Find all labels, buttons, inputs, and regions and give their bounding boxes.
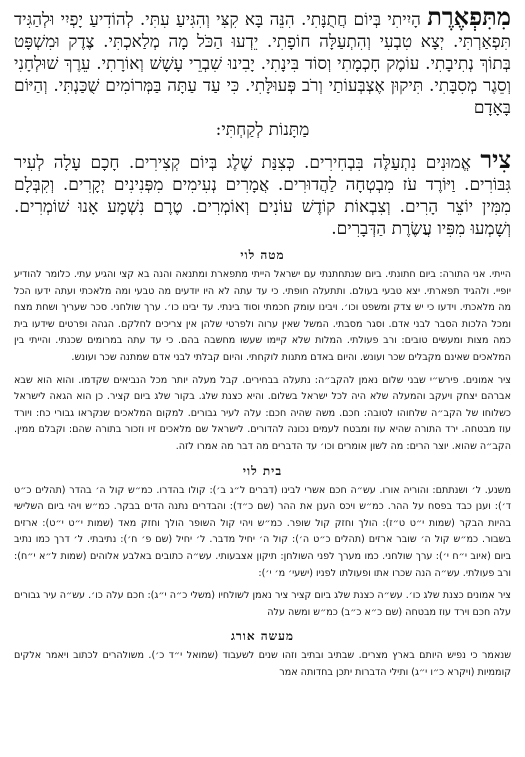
poem-line: הַכֹּל מָה מְלַאכְתִּי. צֶדֶק וּמִשְׁפָּט בְּתוֹךְ נְתִיבָתִי. עוֹמֶק חָכְמָתִי וְסוֹד: [14, 32, 511, 74]
commentary-paragraph: ציר אמונים. פירש״י שבני שלום נאמן להקב״ה: נתעלה בבחירים. קבל מעלה יותר מכל הנביאים שקדמו. והוא הוא שבא אברהם יצחק ויעקב והמעלה שלא היה לכל ישראל בשלום. והיא כצנת שלג. בקור שלג ביום קציר. כן הוא הגאה לישראל כשלוחו של הקב״ה שלחוהו לטובה: חכם. משה שהיה חכם: עלה לעיר גבורים. למקום המלאכים שנקראו גבורי כח: ויורד עוז מבטחה. ירד התורה שהיא עוז ומבטח לעמים נכונה להדורים. לישראל שם מלאכים זיו וזכור בתורה שהם: וקבלם ממין. הקב״ה שהוא. יוצר הרים: מה לשון אומרים וכו׳ עד הדברים מה דבר מה אמרו לזה.: [14, 374, 511, 452]
section-heading: בית לוי: [242, 463, 283, 478]
poem-line: לְעִיר גִּבּוֹרִים. וַיּוֹרֶד עֹז מִבְטְחָה לַהֲדוּרִים. אֲמָרִים נְעִימִים: [14, 153, 512, 195]
poem-lead-word: צִיר: [480, 145, 512, 174]
poem-line: הָיִיתִי בְּיוֹם חֲתֻנָּתִי. הִנֵּה בָּא קִצִּי וְהִגִּיעַ עִתִּי. לְהוֹדִיעַ: [89, 10, 421, 30]
poem-stanza-2: [14, 145, 512, 240]
poem-line: מִפְּנִינִים יְקָרִים. וְקִבְּלָם מִמִּין יוֹצֵר הָרִים. וְצִבְאוֹת קוֹדֶשׁ עוֹנִים: [14, 175, 512, 217]
poem-line: אֶצְבְּעוֹתַי וְרֹב פְּעוּלָּתִי. כִּי עַד עַתָּה בַּמְּרוֹמִים שֻׁכַּנְתִּי. וְהַיּוֹם בָּאָדָם: [14, 76, 511, 118]
poem-line: אֱמוּנִים נִתְעַלֶּה בִּבְחִירִים. כְּצִנַּת שֶׁלֶג בְּיוֹם קְצִירִים. חָכָם עָלָה: [53, 153, 471, 173]
poem-line: בִּינָתִי. יָבִינוּ שִׁבְרֵי עָשָׁשׁ וְאוֹרָתִי. עֵרֶךְ שׁוּלְחָנִי וְסֵגֶר מְסִבָּתִי. תִּיקוּן: [14, 54, 511, 96]
poem-stanza-1: [14, 2, 512, 141]
poem-lead-word: מִתִּפְאֶרֶת: [427, 2, 512, 31]
section-heading: מטה לוי: [240, 248, 285, 262]
section-heading: מעשה אורג: [230, 629, 295, 644]
poem-closing-line: מַתָּנוֹת לְקַחְתִּי:: [215, 120, 310, 140]
commentary-paragraph: ציר אמונים כצנת שלג כו׳. עש״ה כצנת שלג ביום קציר ציר נאמן לשולחיו (משלי כ״ה י״ג): חכם עלה כו׳. עש״ה עיר גבורים עלה חכם וירד עוז מבטחה (שם כ״א כ״ב) כמ״ש ומשה עלה: [14, 590, 511, 618]
poem-line: יָפְיִי וּלְהַגִּיד תִּפְאַרְתִּי. יְצָא טִבְעִי וְהִתְעַלָּה חוֹפָתִי. יֵדְעוּ: [14, 10, 511, 52]
commentary-paragraph: משנע. ל׳ ושנתתם: והוריה אורו. עש״ה חכם אשרי לבינו (דברים ל״ג ב׳): קולו בהדרו. כמ״ש קול ה׳ בהדר (תהלים כ״ט ד׳): וענן כבד בפסח על ההר. כמ״ש ויכס הענן את ההר (שם כ״ד): והבדרים נתנה הדים בבקר. כמ״ש ויהי ביום השלישי בהיות הבקר (שמות י״ט ט״ז): הולך וחזק קול שופר. כמ״ש ויהי קול השופר הולך וחזק מאד (שמות י״ט י״ט): ארזים בשבור. כמ״ש קול ה׳ שובר ארזים (תהלים כ״ט ה׳): קול ה׳ יחיל מדבר. ל׳ יחיל (שם פ׳ ח׳): נתיבתי. ל׳ דרך כמו נתיב ביום (איוב י״ח י׳): ערך שולחני. כמו מערך לפני השולחן: תיקון אצבעותי. עש״ה כתובים באלבע אלוהים (שמות ל״א י״ח): ורב פעולתי. עש״ה הנה שכרו אתו ופעולתו לפניו (ישעי׳ מ׳ י׳):: [14, 484, 511, 579]
commentary-paragraph: הייתי. אני התורה: ביום חתונתי. ביום שנתחתנתי עם ישראל הייתי מתפארת ומתנאה והנה בא קצי והגיע עתי. כלומר להודיע יופיי. ולהגיד תפארתי. יצא טבעי בעולם. ותתעלה חופתי. כי עד עתה לא היו יודעים מה טבעי ומה מלאכתי ועתה ידעו הכל מה מלאכתי. וידעו כי יש צדק ומשפט וכו׳. ויבינו עומק חכמתי וסוד בינתי. עד יבינו כו׳. ערך שולחני. סכר שעריך ושחת מצח ומכל הלכות הסבר לבני אדם. וסגר מסבתי. המשל שאין ערוה ולפרטי שלהן אין צריכים לחלקם. הגהה ופרטים שידעו בית כמה מצות ומעשים טובים: ורב פעולתי. המלות שלא קיימו שעשו מחשבה בהם. כי עד עתה במרומים שכנתי. והייתי בין המלאכים שאינם מקבלים שכר ועונש. והיום באדם מתנות לוקחתי. והיום קבלתי לבני אדם שמתנה שכר ועונש.: [14, 269, 511, 363]
commentary-paragraph: שנאמר כי נפיש היותם בארץ מצרים. שבתיב ובתיב וזהו שנים לשעבוד (שמואל י״ד כ׳). משולהרים לכתוב ויאמר אלקים קוממיות (ויקרא כ״ו י״ג) ותילי הדברות יתכן בחדותה אמר: [14, 650, 511, 678]
poem-line: וְאוֹמְרִים. טֶרֶם נִשְׁמָע אָנוּ שׁוֹמְרִים. וְשָׁמְעוּ מִפִּיו עֲשֶׂרֶת הַדְּבָרִים.: [14, 197, 511, 239]
